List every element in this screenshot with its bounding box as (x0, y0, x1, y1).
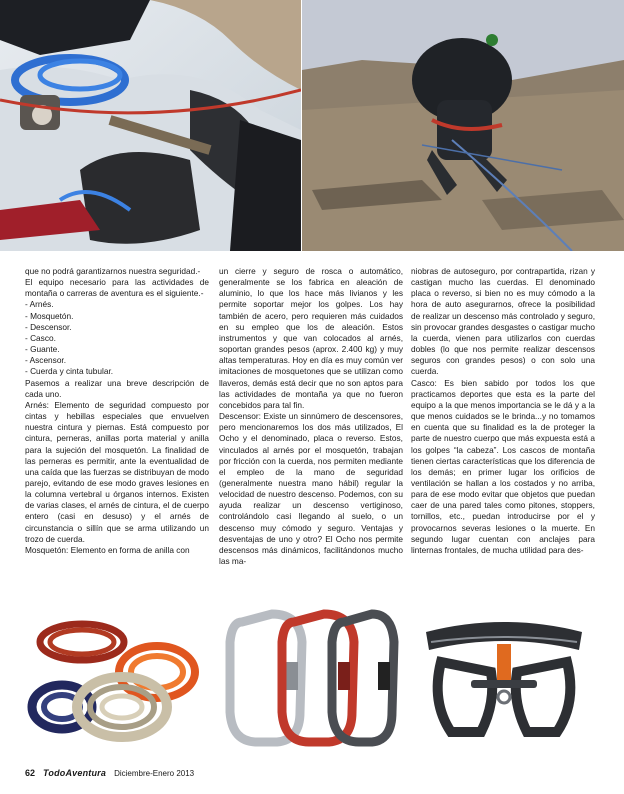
list-item: - Guante. (25, 344, 60, 355)
photo-climbing-ropes (22, 602, 206, 754)
list-item: - Mosquetón. (25, 310, 74, 321)
text-descensor-cont: niobras de autoseguro, por contrapartida, rizan y castigan mucho las cuerdas. El denominado placa o reverso, si bien no es muy cómodo a la hora de auto asegurarnos, ofrece la posibilidad de realizar un descenso más controlado y seguro, sin provocar grandes desgastes o castigar mucho la cuerda, vienen para utilizarlos con cuerdas dobles (lo que nos permite realizar descensos seguros con grandes pesos) o con solo una cuerda. (411, 266, 595, 377)
photo-climber-on-rock (302, 0, 624, 251)
article-column-1 (25, 266, 209, 556)
page-number: 62 (25, 768, 36, 778)
text-mosqueton-cont: un cierre y seguro de rosca o automático, generalmente se los fabrica en aleación de aluminio, lo que los hace más livianos y les permite soportar mejor los golpes. Los hay también de acero, pero requieren más cuidados en su empleo que los de aleación. Estos instrumentos y que van colocados al arnés, soportan grandes pesos (aprox. 2.400 kg) y muy altas temperaturas. Hoy en día es muy común ver imitaciones de mosquetones que se utilizan como llaveros, demás está decir que no son aptos para las actividades de montaña ya que no fueron concebidos para tal fin. (219, 266, 403, 410)
page-footer (25, 768, 194, 778)
issue-date: Diciembre-Enero 2013 (114, 769, 195, 778)
list-item: - Ascensor. (25, 355, 67, 366)
list-item: - Cuerda y cinta tubular. (25, 366, 114, 377)
text-description-intro: Pasemos a realizar una breve descripción de cada uno. (25, 377, 209, 399)
magazine-name: TodoAventura (43, 768, 107, 778)
text-arnes: Arnés: Elemento de seguridad compuesto por cintas y hebillas especiales que envuelven nuestra cintura y piernas. Está compuesto por cintura, perneras, anillas porta material y anilla para la sujeción del mosquetón. La finalidad de las perneras es permitir, ante la eventualidad de una caída que las fuerzas se distribuyan de modo parejo, evitando de ese modo graves lesiones en la columna vertebral u órganos internos. Existen de varias clases, el arnés de cintura, el de cuerpo entero (casi en desuso) y el arnés de circunstancia o sillín que se arma utilizando un trozo de cuerda. (25, 399, 209, 544)
photo-climber-gear-closeup (0, 0, 301, 251)
text-descensor: Descensor: Existe un sinnúmero de descensores, pero mencionaremos los dos más utilizados, El Ocho y el denominado, placa o reverso. Estos, vinculados al arnés por el mosquetón, trabajan por fricción con la cuerda, nos permiten mediante el empleo de la mano de seguridad (generalmente nuestra mano hábil) regular la velocidad de nuestro descenso. Podemos, con su ayuda realizar un descenso vertiginoso, controlándolo casi llegando al suelo, o un descenso muy cómodo y seguro. Ventajas y desventajas de uno y otro? El Ocho nos permite descensos más dinámicos, facilitándonos mucho las ma- (219, 411, 403, 567)
list-item: - Arnés. (25, 299, 54, 310)
text-equipment-intro: El equipo necesario para las actividades de montaña o carreras de aventura es el siguiente.- (25, 277, 209, 299)
list-item: - Descensor. (25, 321, 72, 332)
text-casco: Casco: Es bien sabido por todos los que practicamos deportes que esta es la parte del equipo a la que menos importancia se le dá y a la que menos cuidados se le brinda...y no tomamos en cuenta que su finalidad es la de proteger la parte de nuestro cuerpo que más expuesta está a los golpes “la cabeza”. Los cascos de montaña tienen ciertas características que los diferencia de los demás; en primer lugar los orificios de ventilación se hallan a los costados y no arriba, para de ese modo evitar que objetos que puedan caer de una pared tales como pitones, stoppers, tornillos, etc., puedan introducirse por el y provocarnos severas lesiones o la muerte. En segundo lugar cuentan con anclajes para linternas frontales, de mucha utilidad para des- (411, 377, 596, 555)
text-intro-end: que no podrá garantizarnos nuestra seguridad.- (25, 266, 201, 276)
photo-carabiners (212, 602, 402, 754)
article-column-2 (219, 266, 403, 567)
photo-climbing-harness (411, 602, 597, 754)
article-column-3 (411, 266, 595, 556)
text-mosqueton-start: Mosquetón: Elemento en forma de anilla con (25, 544, 190, 555)
list-item: - Casco. (25, 332, 56, 343)
